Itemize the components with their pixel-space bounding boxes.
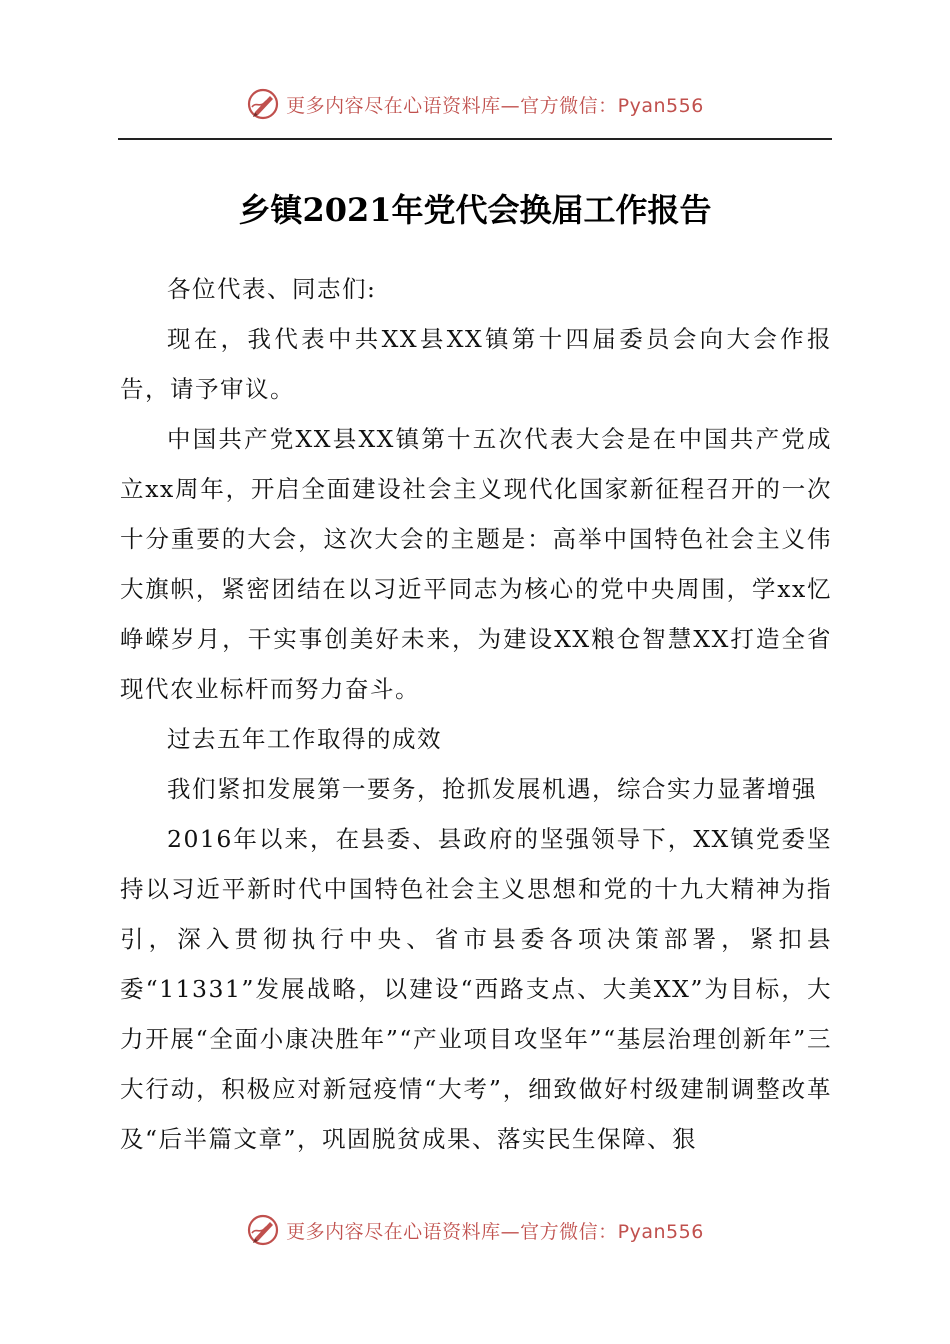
pen-logo-icon: [246, 87, 280, 121]
footer-watermark-banner: [0, 1210, 950, 1250]
footer-watermark-text: 更多内容尽在心语资料库—官方微信：Pyan556: [286, 1220, 704, 1243]
header-watermark-text: 更多内容尽在心语资料库—官方微信：Pyan556: [286, 94, 704, 117]
paragraph-theme: 中国共产党XX县XX镇第十五次代表大会是在中国共产党成立xx周年，开启全面建设社会主义现代化国家新征程召开的一次十分重要的大会，这次大会的主题是：高举中国特色社会主义伟大旗帜，紧密团结在以习近平同志为核心的党中央周围，学xx忆峥嵘岁月，干实事创美好未来，为建设XX粮仓智慧XX打造全省现代农业标杆而努力奋斗。: [120, 425, 832, 703]
paragraph-opening: 现在，我代表中共XX县XX镇第十四届委员会向大会作报告，请予审议。: [120, 325, 832, 403]
header-divider: [118, 138, 832, 140]
document-title: 乡镇2021年党代会换届工作报告: [238, 191, 712, 229]
paragraph-salutation: 各位代表、同志们:: [167, 275, 377, 303]
paragraph-achievements: 2016年以来，在县委、县政府的坚强领导下，XX镇党委坚持以习近平新时代中国特色社会主义思想和党的十九大精神为指引，深入贯彻执行中央、省市县委各项决策部署，紧扣县委“11331”发展战略，以建设“西路支点、大美XX”为目标，大力开展“全面小康决胜年”“产业项目攻坚年”“基层治理创新年”三大行动，积极应对新冠疫情“大考”，细致做好村级建制调整改革及“后半篇文章”，巩固脱贫成果、落实民生保障、狠: [120, 825, 832, 1153]
document-body: [120, 264, 832, 1164]
section-heading: 过去五年工作取得的成效: [167, 725, 442, 753]
header-watermark-banner: [0, 84, 950, 124]
subsection-heading: 我们紧扣发展第一要务，抢抓发展机遇，综合实力显著增强: [167, 775, 817, 803]
pen-logo-icon: [246, 1213, 280, 1247]
